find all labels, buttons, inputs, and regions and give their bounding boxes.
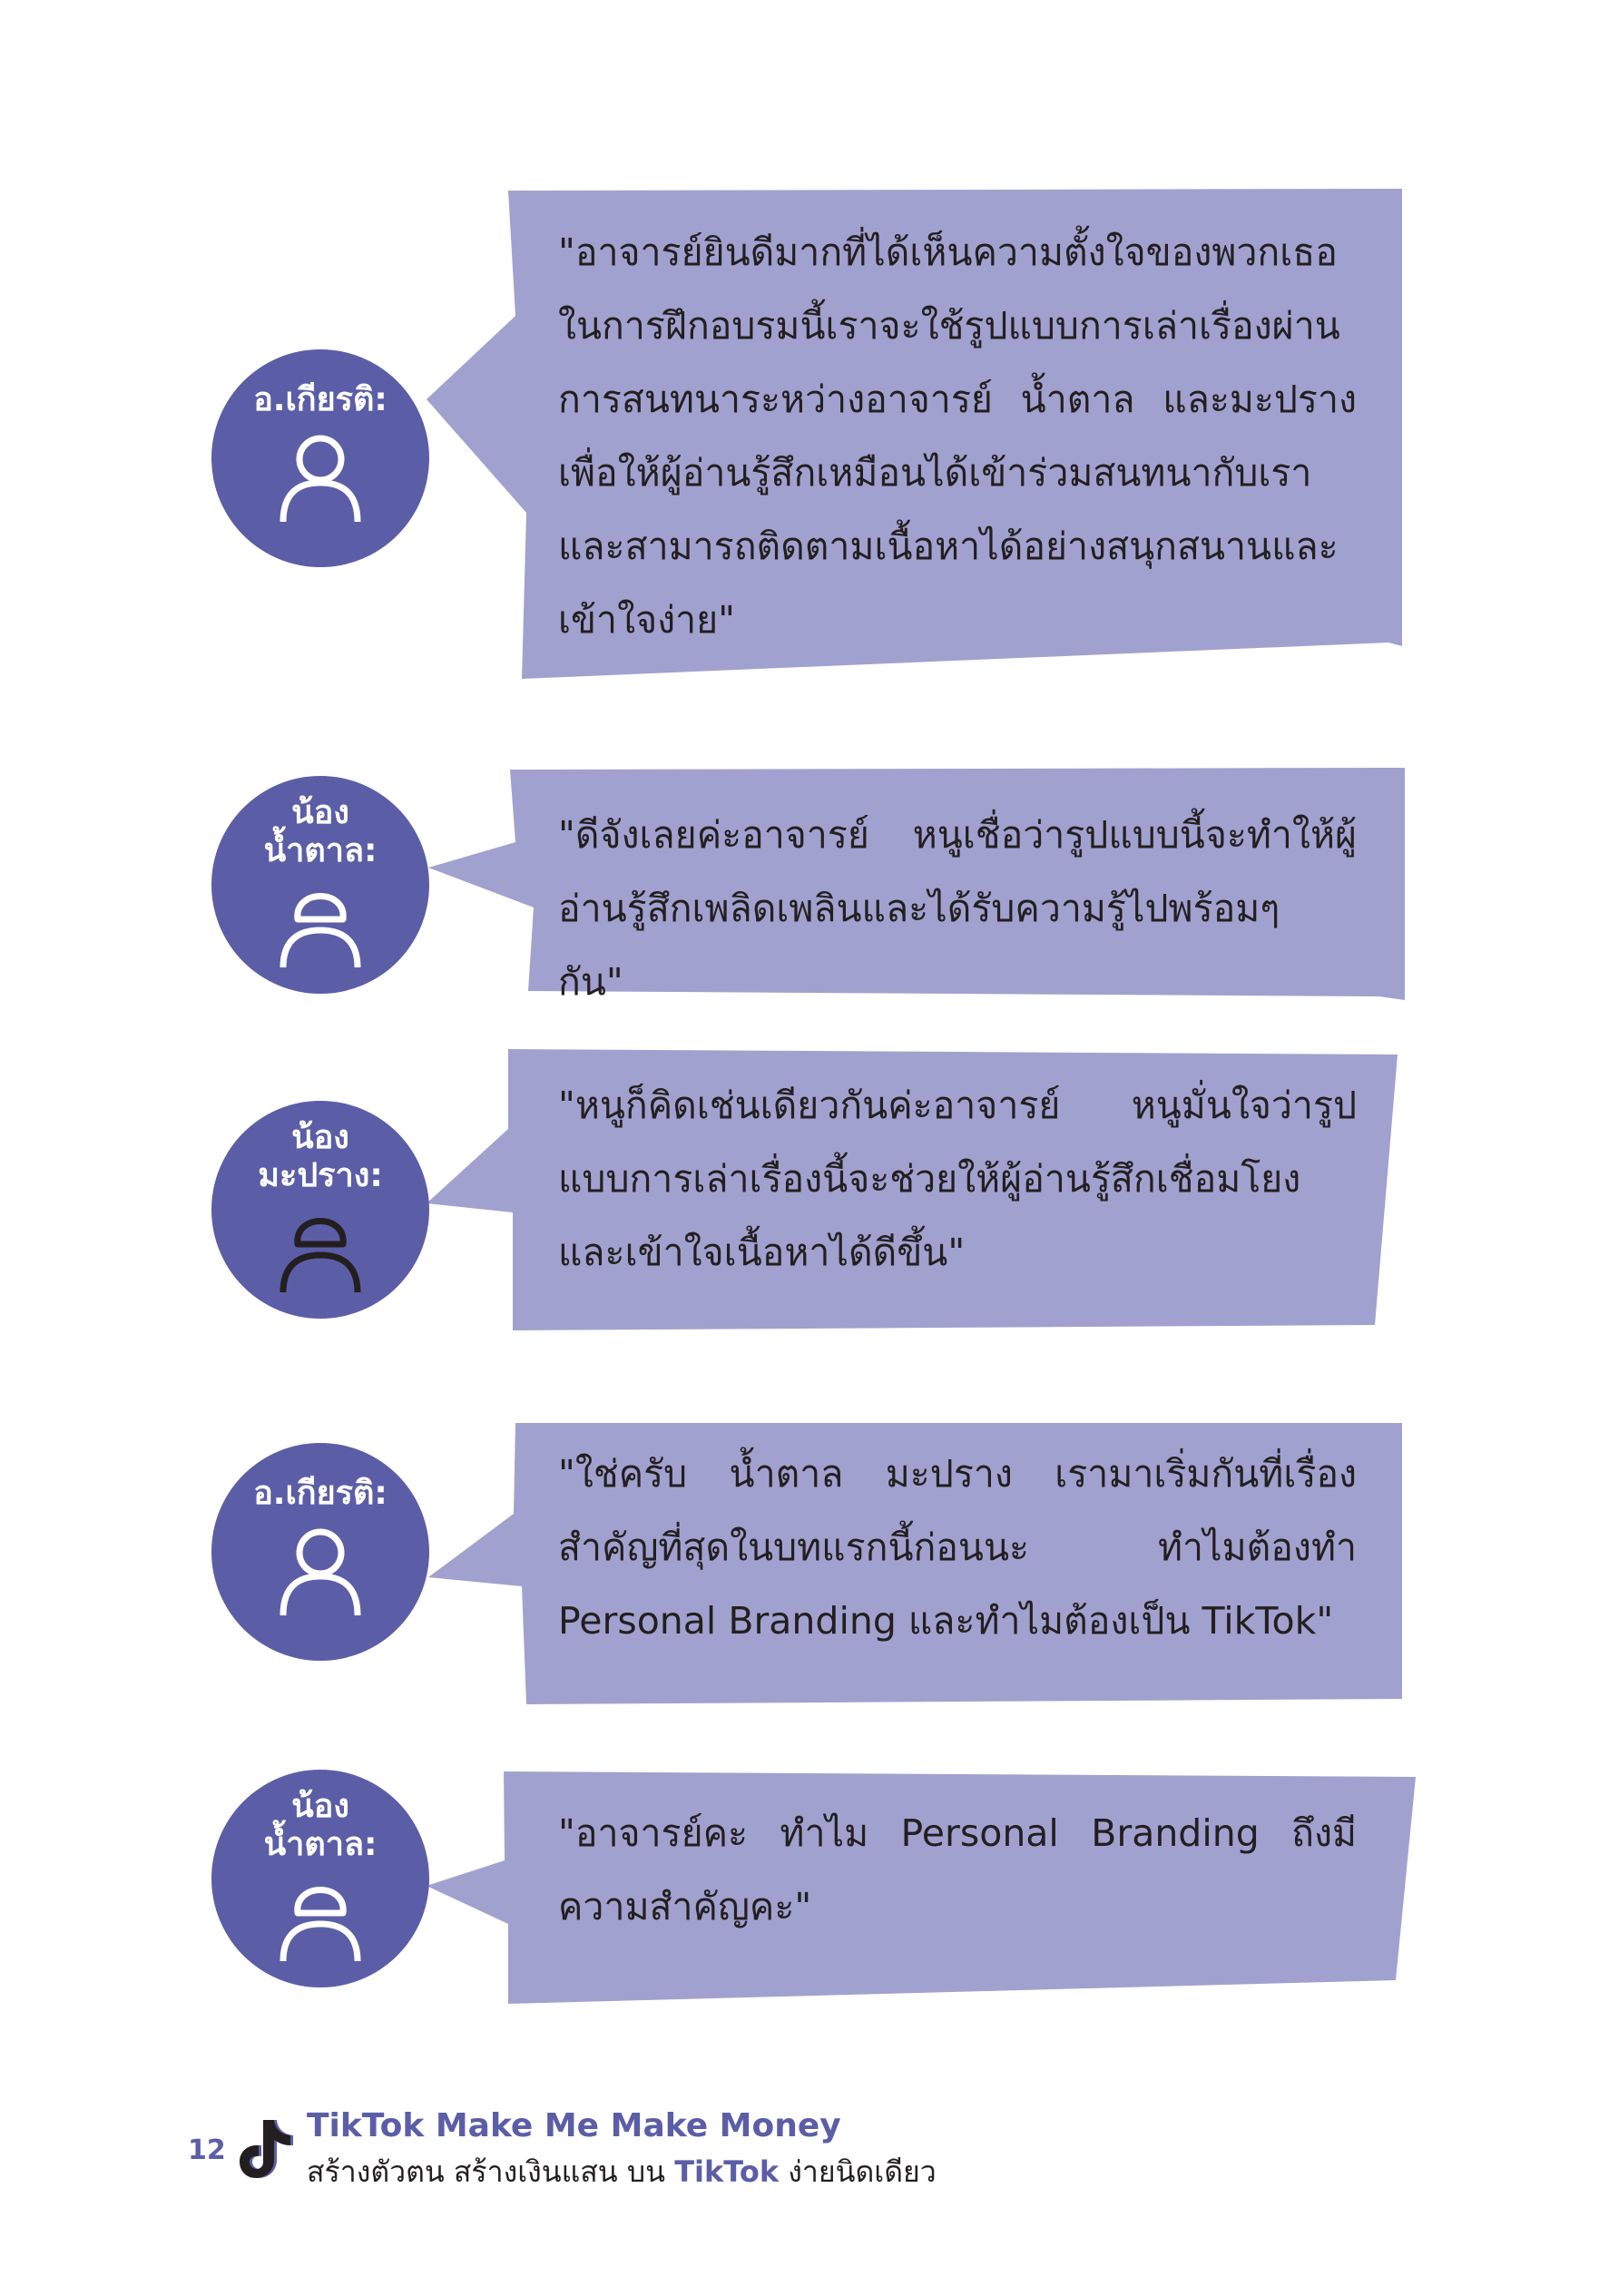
speaker-label — [264, 794, 378, 870]
speaker-label — [253, 381, 387, 419]
speaker-line: น้อง — [291, 1788, 349, 1825]
footer-subtitle-text: สร้างตัวตน สร้างเงินแสน บน — [307, 2154, 675, 2189]
dialogue-text: "ใช่ครับ น้ำตาล มะปราง เรามาเริ่มกันที่เรื่องสำคัญที่สุดในบทแรกนี้ก่อนนะ ทำไมต้องทำ Personal Branding และทำไมต้องเป็น TikTok" — [558, 1452, 1357, 1643]
tiktok-logo-icon — [238, 2114, 294, 2180]
dialogue-text: "อาจารย์คะ ทำไม Personal Branding ถึงมีความสำคัญคะ" — [558, 1811, 1357, 1928]
speaker-line: มะปราง: — [258, 1157, 383, 1194]
girl-icon — [270, 872, 370, 972]
avatar — [211, 776, 429, 994]
dialogue-text: "หนูก็คิดเช่นเดียวกันค่ะอาจารย์ หนูมั่นใจว่ารูปแบบการเล่าเรื่องนี้จะช่วยให้ผู้อ่านรู้สึกเชื่อมโยงและเข้าใจเนื้อหาได้ดีขึ้น" — [558, 1084, 1357, 1274]
speaker-label — [258, 1119, 382, 1195]
footer-subtitle — [307, 2149, 937, 2195]
footer-subtitle-brand: TikTok — [674, 2154, 780, 2189]
footer-subtitle-text: ง่ายนิดเดียว — [779, 2154, 937, 2189]
avatar — [211, 349, 429, 567]
speaker-name: อ.เกียรติ: — [253, 381, 387, 418]
speaker-label — [264, 1788, 378, 1864]
dialogue-row — [0, 1416, 1599, 1715]
dialogue-row — [0, 1042, 1599, 1350]
person-icon — [270, 427, 370, 526]
avatar — [211, 1443, 429, 1661]
speaker-line: น้ำตาล: — [263, 832, 378, 869]
girl-icon — [270, 1866, 370, 1966]
speaker-line: น้อง — [291, 794, 349, 831]
person-icon — [270, 1520, 370, 1620]
footer-title: TikTok Make Me Make Money — [307, 2107, 841, 2144]
dialogue-row — [0, 182, 1599, 690]
speaker-line: น้ำตาล: — [263, 1826, 378, 1863]
speaker-name: อ.เกียรติ: — [253, 1475, 387, 1512]
dialogue-text: "อาจารย์ยินดีมากที่ได้เห็นความตั้งใจของพวกเธอในการฝึกอบรมนี้เราจะใช้รูปแบบการเล่าเรื่องผ่านการสนทนาระหว่างอาจารย์ น้ำตาล และมะปราง เพื่อให้ผู้อ่านรู้สึกเหมือนได้เข้าร่วมสนทนากับเรา และสามารถติดตามเนื้อหาได้อย่างสนุกสนานและเข้าใจง่าย" — [558, 231, 1357, 642]
page-number: 12 — [188, 2134, 226, 2166]
avatar — [211, 1770, 429, 1987]
dialogue-row — [0, 762, 1599, 1025]
girl-dark-icon — [270, 1197, 370, 1297]
page-footer — [0, 2096, 1599, 2205]
speaker-line: น้อง — [291, 1119, 349, 1156]
dialogue-text: "ดีจังเลยค่ะอาจารย์ หนูเชื่อว่ารูปแบบนี้จะทำให้ผู้อ่านรู้สึกเพลิดเพลินและได้รับความรู้ไปพร้อมๆ กัน" — [558, 813, 1357, 1004]
speaker-label — [253, 1475, 387, 1513]
avatar — [211, 1101, 429, 1319]
dialogue-row — [0, 1770, 1599, 2006]
